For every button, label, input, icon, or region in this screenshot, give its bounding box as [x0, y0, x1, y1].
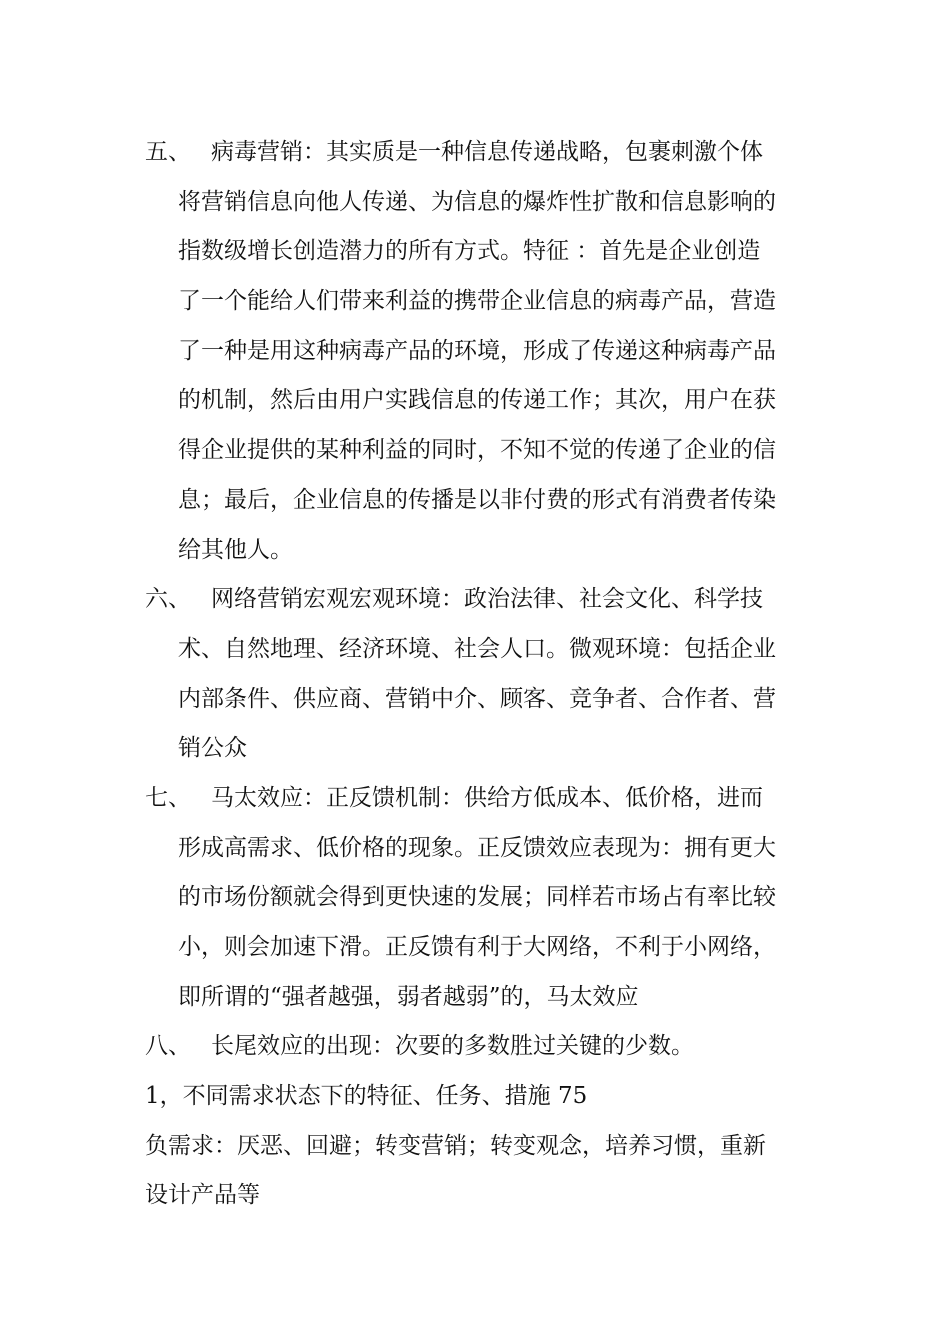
- section-text: 内部条件、供应商、营销中介、顾客、竞争者、合作者、营: [178, 685, 776, 712]
- section-first-line: [145, 774, 810, 824]
- paragraph-negative-demand: [145, 1122, 810, 1221]
- section-8: [145, 1022, 810, 1072]
- section-text: 指数级增长创造潜力的所有方式。特征 ：首先是企业创造: [178, 238, 761, 265]
- paragraph-text: 负需求：厌恶、回避；转变营销；转变观念，培养习惯，重新: [145, 1132, 766, 1159]
- paragraph-text: 设计产品等: [145, 1182, 260, 1209]
- section-first-line: [145, 128, 810, 178]
- paragraph-text: 1，不同需求状态下的特征、任务、措施 75: [145, 1083, 588, 1110]
- section-number: 七、: [145, 784, 191, 811]
- section-text: 马太效应：正反馈机制：供给方低成本、低价格，进而: [211, 784, 763, 811]
- section-text: 术、自然地理、经济环境、社会人口。微观环境：包括企业: [178, 635, 776, 662]
- section-text: 得企业提供的某种利益的同时，不知不觉的传递了企业的信: [178, 437, 776, 464]
- section-7: [145, 774, 810, 1022]
- section-text: 网络营销宏观宏观环境：政治法律、社会文化、科学技: [211, 586, 763, 613]
- section-text: 形成高需求、低价格的现象。正反馈效应表现为：拥有更大: [178, 834, 776, 861]
- section-text: 了一个能给人们带来利益的携带企业信息的病毒产品，营造: [178, 288, 776, 315]
- section-text: 了一种是用这种病毒产品的环境，形成了传递这种病毒产品: [178, 337, 776, 364]
- section-text: 长尾效应的出现：次要的多数胜过关键的少数。: [211, 1033, 694, 1060]
- section-text: 病毒营销：其实质是一种信息传递战略，包裹刺激个体: [211, 139, 763, 165]
- section-number: 六、: [145, 586, 191, 613]
- section-number: 五、: [145, 139, 191, 165]
- paragraph-needs-heading: [145, 1072, 810, 1122]
- section-text: 即所谓的“强者越强，弱者越弱”的，马太效应: [178, 983, 639, 1010]
- section-5: [145, 128, 810, 575]
- section-text: 销公众: [178, 735, 247, 762]
- section-text: 的机制，然后由用户实践信息的传递工作；其次，用户在获: [178, 387, 776, 414]
- section-number: 八、: [145, 1033, 191, 1060]
- section-first-line: [145, 575, 810, 625]
- document-body: [145, 128, 810, 1221]
- section-text: 将营销信息向他人传递、为信息的爆炸性扩散和信息影响的: [178, 188, 776, 215]
- section-6: [145, 575, 810, 774]
- section-text: 的市场份额就会得到更快速的发展；同样若市场占有率比较: [178, 884, 776, 911]
- section-text: 息；最后，企业信息的传播是以非付费的形式有消费者传染: [178, 486, 776, 513]
- section-text: 给其他人。: [178, 536, 293, 563]
- section-first-line: [145, 1022, 810, 1072]
- section-text: 小，则会加速下滑。正反馈有利于大网络，不利于小网络，: [178, 934, 776, 960]
